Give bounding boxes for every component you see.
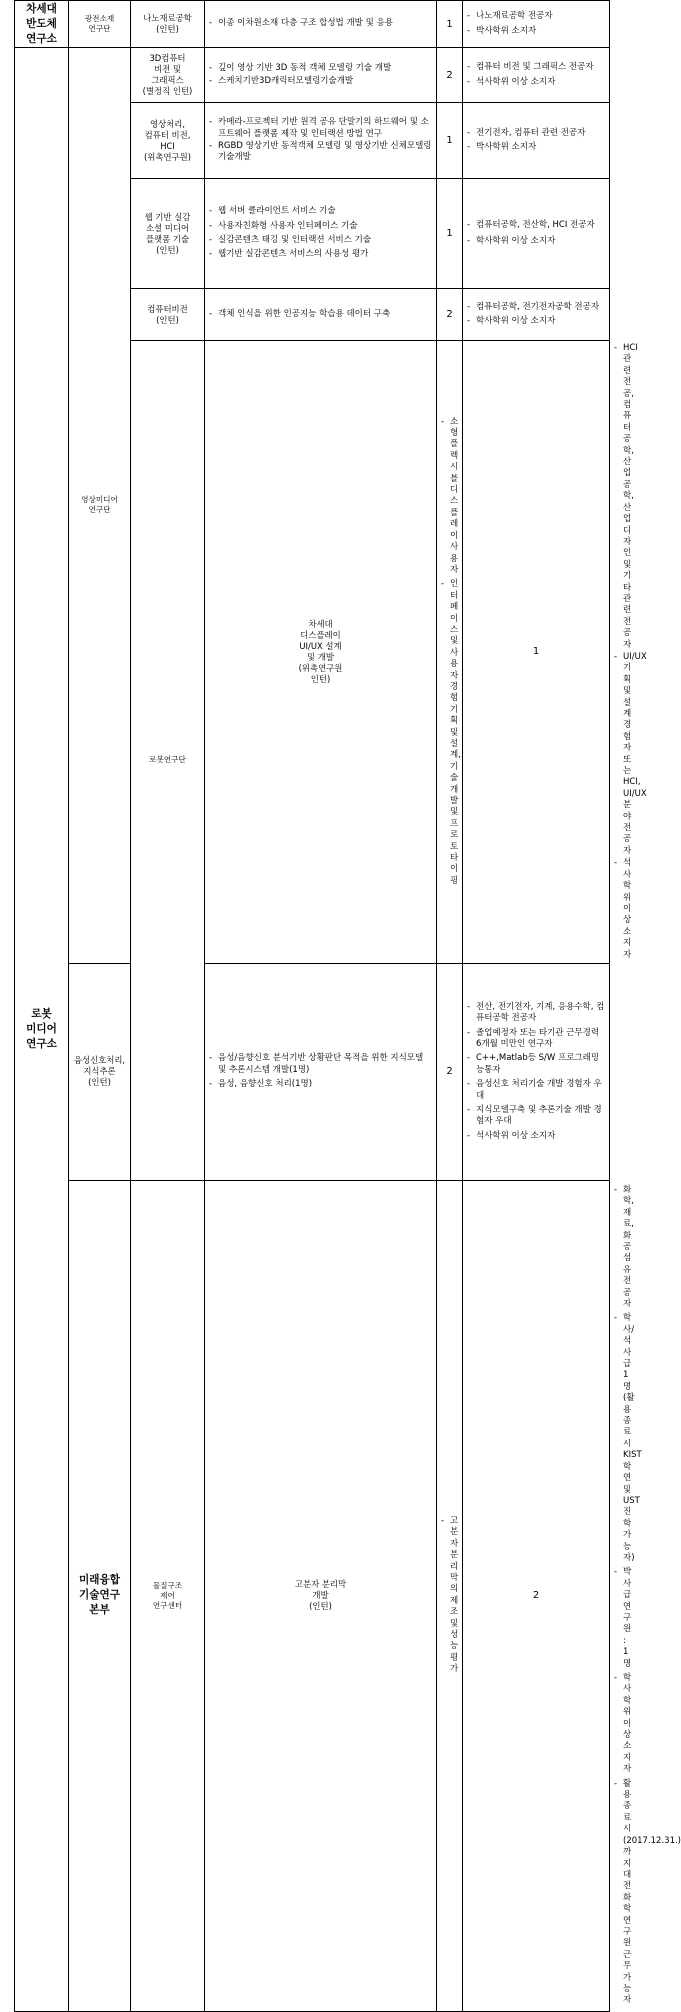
count-cell <box>437 103 463 179</box>
center-cell <box>15 1 69 48</box>
list-item: - 지식모델구축 및 추론기술 개발 경험자 우대 <box>467 1105 606 1128</box>
duties-list <box>205 61 436 89</box>
list-item: - RGBD 영상기반 동적객체 모델링 및 영상기반 신체모델링 기술개발 <box>209 141 433 164</box>
duties-list <box>437 413 462 892</box>
count-cell <box>437 179 463 289</box>
quals-list <box>463 124 609 158</box>
list-item: - 활용종료시(2017.12.31.)까지 대전화학연구원 근무가능자 <box>614 1779 623 2007</box>
count-cell <box>463 1180 610 2011</box>
center-name: 미래융합 기술연구 본부 <box>79 1574 120 1617</box>
quals-cell <box>463 1 610 48</box>
count-cell <box>437 48 463 103</box>
count-value: 1 <box>446 18 453 30</box>
division-cell <box>69 1 131 48</box>
field-cell <box>205 341 437 964</box>
field-cell <box>131 48 205 103</box>
count-value: 1 <box>532 646 540 658</box>
count-cell <box>437 1 463 48</box>
division-cell <box>69 48 131 964</box>
list-item: - 전산, 전기전자, 기계, 응용수학, 컴퓨터공학 전공자 <box>467 1002 606 1025</box>
list-item: - 컴퓨터공학, 전산학, HCI 전공자 <box>467 220 606 231</box>
division-name: 물질구조 제어 연구센터 <box>152 1580 183 1610</box>
center-cell <box>69 1180 131 2011</box>
division-cell <box>131 341 205 1181</box>
quals-list <box>463 998 609 1146</box>
count-value: 1 <box>446 135 453 146</box>
division-cell <box>131 1180 205 2011</box>
recruitment-table <box>14 0 681 2012</box>
list-item: - 음성, 음향신호 처리(1명) <box>209 1079 433 1090</box>
quals-list <box>463 7 609 41</box>
list-item: - 석사학위 이상 소지자 <box>467 77 606 88</box>
list-item: - 학사학위 이상 소지자 <box>467 316 606 327</box>
duties-list <box>205 307 436 322</box>
quals-list <box>463 214 609 254</box>
list-item: - UI/UX 기획 및 설계 경험자 또는 HCI, UI/UX 분야 전공자 <box>614 652 623 857</box>
count-value: 1 <box>446 228 453 239</box>
duties-cell <box>205 289 437 341</box>
list-item: - 전기전자, 컴퓨터 관련 전공자 <box>467 128 606 139</box>
duties-cell <box>205 48 437 103</box>
list-item: - 박사학위 소지자 <box>467 142 606 153</box>
list-item: - 학사학위 이상 소지자 <box>614 1673 623 1776</box>
list-item: - 스케치기반3D캐릭터모델링기술개발 <box>209 76 433 87</box>
quals-cell <box>463 179 610 289</box>
list-item: - 소형 플렉시블 디스플레이 사용자 <box>441 417 459 577</box>
list-item: - 이종 이차원소재 다층 구조 합성법 개발 및 응용 <box>209 18 433 29</box>
list-item: - 웹 서버 클라이언트 서비스 기술 <box>209 206 433 217</box>
duties-list <box>437 1514 462 1678</box>
list-item: - 학사/석사급 1명 (활용 종료시 KIST학연 및 UST진학가능자) <box>614 1313 623 1564</box>
division-name: 영상미디어 연구단 <box>81 495 118 515</box>
quals-list <box>463 58 609 92</box>
table-row <box>15 1180 610 2011</box>
field-name: 차세대 디스플레이 UI/UX 설계 및 개발 (위촉연구원 인턴) <box>298 618 343 684</box>
table-row <box>15 963 610 1180</box>
quals-cell <box>463 963 610 1180</box>
list-item: - HCI 관련 전공, 컴퓨터공학, 산업공학, 산업디자인 및 기타 관련 전공자 <box>614 343 623 651</box>
center-name: 로봇 미디어 연구소 <box>26 1007 57 1050</box>
duties-list <box>205 16 436 31</box>
duties-cell <box>205 179 437 289</box>
field-cell <box>205 1180 437 2011</box>
duties-cell <box>205 963 437 1180</box>
division-name: 광전소재 연구단 <box>84 14 115 33</box>
list-item: - 인터페이스 및 사용자 경험 기획 및 설계, 기술 개발 및 프로토타이핑 <box>441 579 459 887</box>
list-item: - 석사학위 이상 소지자 <box>467 1131 606 1142</box>
list-item: - 깊이 영상 기반 3D 동적 객체 모델링 기술 개발 <box>209 63 433 74</box>
quals-list <box>610 341 647 963</box>
list-item: - 박사학위 소지자 <box>467 26 606 37</box>
field-cell <box>131 103 205 179</box>
duties-cell <box>205 1 437 48</box>
field-name: 고분자 분리막 개발 (인턴) <box>294 1579 347 1612</box>
field-cell <box>131 1 205 48</box>
list-item: - 컴퓨터 비전 및 그래픽스 전공자 <box>467 62 606 73</box>
quals-cell <box>463 48 610 103</box>
count-value: 2 <box>532 1590 540 1602</box>
field-name: 3D컴퓨터 비전 및 그래픽스 (별정직 인턴) <box>142 53 193 96</box>
list-item: - 카메라-프로젝터 기반 원격 공유 단말기의 하드웨어 및 소프트웨어 플랫폼 제작 및 인터랙션 방법 연구 <box>209 117 433 140</box>
count-cell <box>437 289 463 341</box>
center-name: 차세대 반도체 연구소 <box>26 2 57 45</box>
count-cell <box>463 341 610 964</box>
duties-list <box>205 202 436 265</box>
list-item: - 객체 인식을 위한 인공지능 학습용 데이터 구축 <box>209 309 433 320</box>
field-name: 영상처리, 컴퓨터 비전, HCI (위촉연구원) <box>144 118 191 162</box>
list-item: - 석사학위 이상 소지자 <box>614 858 623 961</box>
table-row <box>15 1 610 48</box>
list-item: - C++,Matlab등 S/W 프로그래밍 능통자 <box>467 1053 606 1076</box>
list-item: - 졸업예정자 또는 타기관 근무경력 6개월 미만인 연구자 <box>467 1028 606 1051</box>
list-item: - 실감콘텐츠 태깅 및 인터랙션 서비스 기술 <box>209 235 433 246</box>
count-value: 2 <box>446 309 453 320</box>
list-item: - 화학, 재료, 화공 섬유 전공자 <box>614 1185 623 1310</box>
quals-cell <box>463 103 610 179</box>
list-item: - 나노재료공학 전공자 <box>467 11 606 22</box>
list-item: - 음성신호 처리기술 개발 경험자 우대 <box>467 1079 606 1102</box>
count-value: 2 <box>446 1066 453 1078</box>
duties-cell <box>205 103 437 179</box>
field-name: 웹 기반 실감 소셜 미디어 플랫폼 기술 (인턴) <box>144 211 191 255</box>
quals-list <box>610 1181 681 2011</box>
field-name: 음성신호처리, 지식추론 (인턴) <box>73 1055 126 1088</box>
duties-list <box>205 115 436 166</box>
quals-list <box>463 298 609 332</box>
field-cell <box>69 963 131 1180</box>
duties-list <box>205 1049 436 1094</box>
count-cell <box>437 963 463 1180</box>
duties-cell <box>437 1180 463 2011</box>
list-item: - 학사학위 이상 소지자 <box>467 236 606 247</box>
list-item: - 웹기반 실감콘텐츠 서비스의 사용성 평가 <box>209 249 433 260</box>
duties-cell <box>437 341 463 964</box>
table-row <box>15 48 610 103</box>
field-cell <box>131 289 205 341</box>
field-cell <box>131 179 205 289</box>
division-name: 로봇연구단 <box>149 755 186 765</box>
quals-cell <box>463 289 610 341</box>
list-item: - 음성/음향신호 분석기반 상황판단 목적을 위한 지식모델 및 추론시스템 개발(1명) <box>209 1053 433 1076</box>
field-name: 컴퓨터비전 (인턴) <box>147 303 188 325</box>
list-item: - 컴퓨터공학, 전기전자공학 전공자 <box>467 302 606 313</box>
center-cell <box>15 48 69 2012</box>
list-item: - 박사급연구원 : 1명 <box>614 1567 623 1670</box>
count-value: 2 <box>446 69 453 81</box>
list-item: - 고분자 분리막의 제조 및 성능평가 <box>441 1516 459 1676</box>
list-item: - 사용자친화형 사용자 인터페이스 기술 <box>209 221 433 232</box>
field-name: 나노재료공학 (인턴) <box>143 13 192 34</box>
